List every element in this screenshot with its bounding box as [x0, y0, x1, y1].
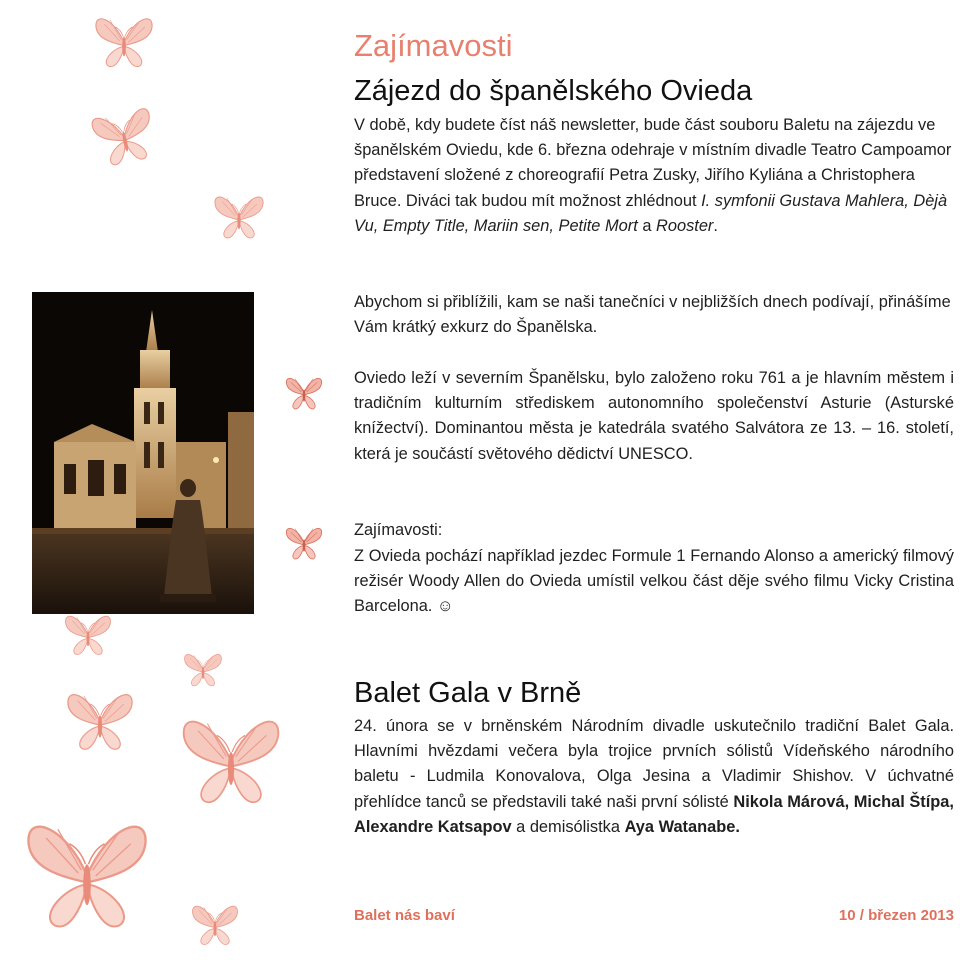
article-title-oviedo: Zájezd do španělského Ovieda — [354, 75, 753, 107]
butterfly-icon — [77, 92, 170, 179]
trivia-label: Zajímavosti: — [354, 521, 443, 539]
article-paragraph: Oviedo leží v severním Španělsku, bylo založeno roku 761 a je hlavním městem i tradičním kulturním střediskem autonomního společenství Asturie (Asturské knížectví). Dominantou města je katedrála svatého Salvátora ze 13. – 16. století, která je součástí světového dědictví UNESCO. — [354, 369, 954, 463]
article-paragraph: V době, kdy budete číst náš newsletter, bude část souboru Baletu na zájezdu ve španělském Oviedu, kde 6. března odehraje v místním divadle Teatro Campoamor představení složené z choreografií Petra Zusky, Jiřího Kyliána a Christophera Bruce. Diváci tak budou mít možnost zhlédnout I. symfonii Gustava Mahlera, Dèjà Vu, Empty Title, Mariin sen, Petite Mort a Rooster. — [354, 116, 952, 235]
butterfly-icon — [180, 896, 250, 952]
section-label: Zajímavosti — [354, 28, 513, 63]
article-title-gala: Balet Gala v Brně — [354, 677, 582, 709]
cathedral-photo — [32, 292, 254, 614]
butterfly-icon — [278, 520, 330, 564]
butterfly-icon — [86, 6, 162, 76]
butterfly-icon — [166, 700, 296, 818]
article-paragraph: Z Ovieda pochází například jezdec Formule 1 Fernando Alonso a americký filmový režisér Woody Allen do Ovieda umístil velkou část děje svého filmu Vicky Cristina Barcelona. ☺ — [354, 547, 954, 616]
butterfly-icon — [12, 800, 162, 946]
footer-page-issue: 10 / březen 2013 — [838, 907, 954, 924]
butterfly-icon — [278, 370, 330, 414]
butterfly-icon — [56, 680, 144, 760]
footer-newsletter-name: Balet nás baví — [354, 907, 455, 924]
article-paragraph: 24. února se v brněnském Národním divadle uskutečnilo tradiční Balet Gala. Hlavními hvězdami večera byla trojice prvních sólistů Vídeňského národního baletu - Ludmila Konovalova, Olga Jesina a Vladimir Shishov. V úchvatné přehlídce tanců se představili také naši první sólisté Nikola Márová, Michal Štípa, Alexandre Katsapov a demisólistka Aya Watanabe. — [354, 717, 954, 836]
article-paragraph: Abychom si přiblížili, kam se naši tanečníci v nejbližších dnech podívají, přinášíme Vám krátký exkurz do Španělska. — [354, 293, 951, 337]
butterfly-icon — [204, 186, 274, 246]
butterfly-icon — [178, 646, 228, 692]
butterfly-icon — [50, 606, 126, 662]
